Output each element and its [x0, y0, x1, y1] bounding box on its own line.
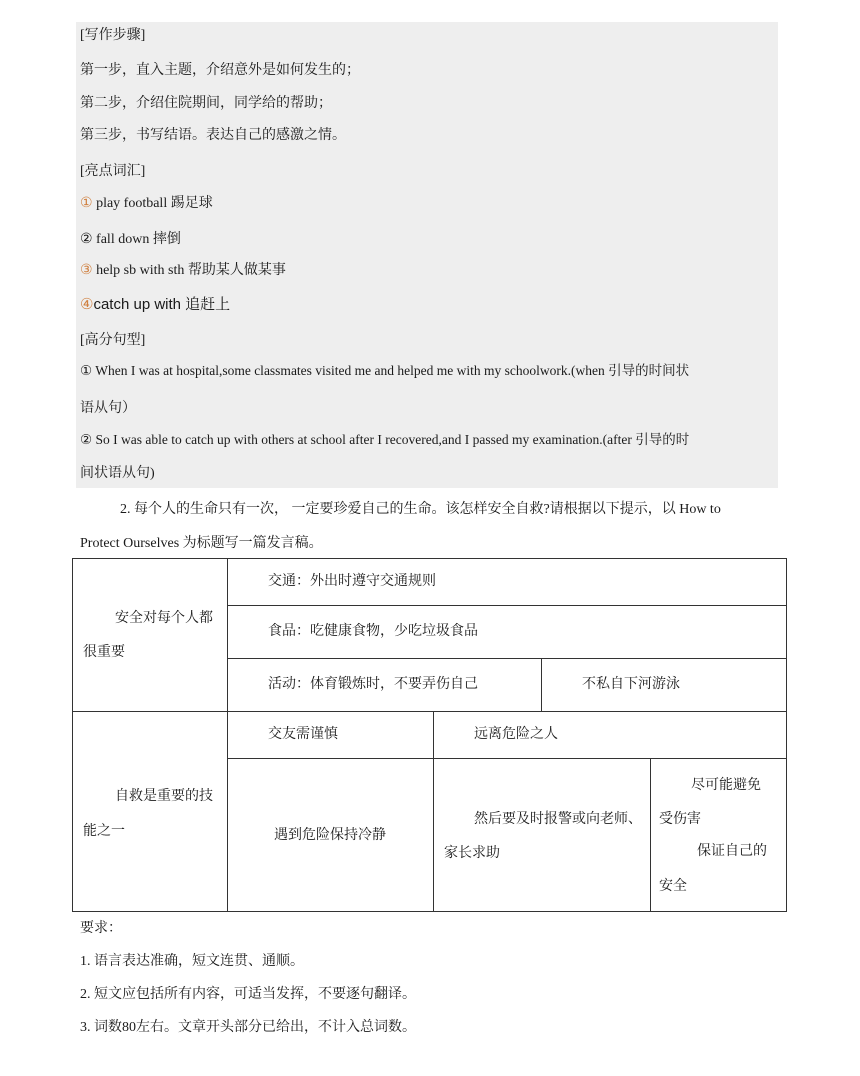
- food-text: 食品：吃健康食物，少吃垃圾食品: [268, 624, 478, 639]
- step-2: 第二步，介绍住院期间，同学给的帮助；: [80, 96, 332, 111]
- vocab-item-3: [80, 262, 286, 280]
- step-3: 第三步，书写结语。表达自己的感激之情。: [80, 128, 346, 143]
- food-cell: [228, 606, 787, 659]
- sentence-2-line-1: ② So I was able to catch up with others at school after I recovered,and I passed my examination.(after 引导的时: [80, 432, 690, 447]
- self-help-cell: [73, 712, 228, 912]
- requirement-1: 1. 语言表达准确，短文连贯、通顺。: [80, 954, 304, 969]
- stay-away-cell: [434, 712, 787, 759]
- alarm-line-2: 家长求助: [444, 846, 500, 861]
- safety-important-line-2: 很重要: [83, 645, 125, 660]
- requirement-3: 3. 词数80左右。文章开头部分已给出，不计入总词数。: [80, 1020, 416, 1035]
- sentence-2-line-2: 间状语从句): [80, 466, 155, 481]
- vocab-number-1: ①: [80, 196, 93, 211]
- vocab-text-3: help sb with sth 帮助某人做某事: [92, 263, 286, 278]
- protect-cell: [651, 759, 787, 912]
- traffic-cell: [228, 559, 787, 606]
- requirements-heading: 要求：: [80, 921, 122, 936]
- prompt-table: [72, 558, 787, 912]
- vocab-number-4: ④: [80, 296, 94, 313]
- friends-text: 交友需谨慎: [268, 727, 338, 742]
- vocab-text-4: catch up with 追赶上: [93, 296, 231, 313]
- vocab-item-2: ② fall down 摔倒: [80, 232, 181, 247]
- stay-away-text: 远离危险之人: [474, 727, 558, 742]
- requirement-2: 2. 短文应包括所有内容，可适当发挥，不要逐句翻译。: [80, 987, 416, 1002]
- avoid-line-1: 尽可能避免: [691, 778, 761, 793]
- ensure-line-1: 保证自己的: [697, 844, 767, 859]
- sentence-1-line-2: 语从句）: [80, 401, 136, 416]
- steps-heading: [写作步骤]: [80, 28, 146, 43]
- calm-cell: [228, 759, 434, 912]
- alarm-cell: [434, 759, 651, 912]
- avoid-line-2: 受伤害: [659, 812, 701, 827]
- swim-text: 不私自下河游泳: [582, 677, 680, 692]
- self-help-line-2: 能之一: [83, 823, 125, 839]
- calm-text: 遇到危险保持冷静: [274, 828, 386, 843]
- reference-box: [76, 22, 778, 488]
- task-line-2: Protect Ourselves 为标题写一篇发言稿。: [80, 536, 323, 551]
- step-1: 第一步，直入主题，介绍意外是如何发生的；: [80, 63, 360, 78]
- ensure-line-2: 安全: [659, 879, 687, 894]
- vocab-text-1: play football 踢足球: [92, 196, 213, 211]
- vocab-number-3: ③: [80, 263, 93, 278]
- task-line-1: 2. 每个人的生命只有一次， 一定要珍爱自己的生命。该怎样安全自救?请根据以下提示，以 How to: [120, 502, 721, 517]
- friends-cell: [228, 712, 434, 759]
- alarm-line-1: 然后要及时报警或向老师、: [474, 812, 642, 827]
- self-help-line-1: 自救是重要的技: [115, 788, 213, 804]
- traffic-text: 交通：外出时遵守交通规则: [268, 574, 436, 589]
- activity-cell: [228, 659, 542, 712]
- vocab-heading: [亮点词汇]: [80, 164, 146, 179]
- swim-cell: [542, 659, 787, 712]
- safety-important-cell: [73, 559, 228, 712]
- sentences-heading: [高分句型]: [80, 333, 146, 348]
- activity-text: 活动：体育锻炼时，不要弄伤自己: [268, 677, 478, 692]
- sentence-1-line-1: ① When I was at hospital,some classmates visited me and helped me with my schoolwork.(when 引导的时间状: [80, 363, 690, 378]
- vocab-item-1: [80, 195, 213, 213]
- safety-important-line-1: 安全对每个人都: [115, 611, 213, 626]
- vocab-item-4: [80, 296, 230, 314]
